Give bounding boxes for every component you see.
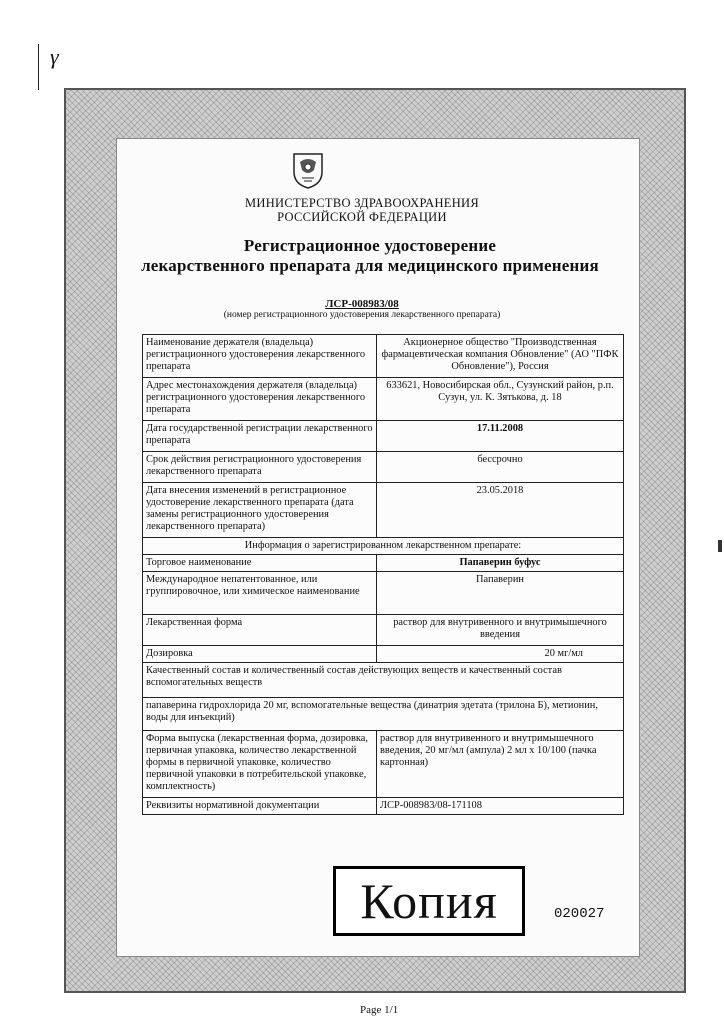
inn-label: Международное непатентованное, или группировочное, или химическое наименование [143, 572, 377, 615]
table-row [143, 731, 624, 798]
dosage-form-label: Лекарственная форма [143, 615, 377, 646]
address-label: Адрес местонахождения держателя (владельца) регистрационного удостоверения лекарственного препарата [143, 378, 377, 421]
table-row [143, 555, 624, 572]
certificate-title-line2: лекарственного препарата для медицинского применения [141, 256, 599, 275]
table-row [143, 538, 624, 555]
table-row [143, 698, 624, 731]
table-row [143, 572, 624, 615]
address-value: 633621, Новосибирская обл., Сузунский район, р.п. Сузун, ул. К. Зятькова, д. 18 [377, 378, 624, 421]
table-row [143, 615, 624, 646]
table-row [143, 798, 624, 815]
product-info-header: Информация о зарегистрированном лекарственном препарате: [143, 538, 624, 555]
serial-number: 020027 [554, 906, 605, 922]
table-row [143, 378, 624, 421]
normative-doc-label: Реквизиты нормативной документации [143, 798, 377, 815]
ministry-name-line2: РОССИЙСКОЙ ФЕДЕРАЦИИ [277, 210, 447, 224]
handwritten-mark: γ [50, 44, 59, 69]
table-row [143, 335, 624, 378]
coat-of-arms-icon [290, 150, 326, 190]
table-row [143, 421, 624, 452]
copy-stamp [333, 866, 525, 936]
certificate-table [142, 334, 624, 815]
release-form-label: Форма выпуска (лекарственная форма, дозировка, первичная упаковка, количество лекарственной формы в первичной упаковке, количество первичной упаковки в потребительской упаковке, комплектность) [143, 731, 377, 798]
ministry-name-line1: МИНИСТЕРСТВО ЗДРАВООХРАНЕНИЯ [244, 196, 480, 210]
changes-date-value: 23.05.2018 [377, 483, 624, 538]
validity-value: бессрочно [377, 452, 624, 483]
dosage-form-value: раствор для внутривенного и внутримышечного введения [377, 615, 624, 646]
scan-artifact [718, 540, 722, 552]
holder-value: Акционерное общество "Производственная фармацевтическая компания Обновление" (АО "ПФК Обновление"), Россия [377, 335, 624, 378]
composition-value: папаверина гидрохлорида 20 мг, вспомогательные вещества (динатрия эдетата (трилона Б), метионин, воды для инъекций) [143, 698, 624, 731]
registration-number: ЛСР-008983/08 [325, 298, 399, 310]
table-row [143, 663, 624, 698]
changes-date-label: Дата внесения изменений в регистрационное удостоверение лекарственного препарата (дата замены регистрационного удостоверения лекарственного препарата) [143, 483, 377, 538]
copy-stamp-text: Копия [360, 873, 498, 929]
page-number: Page 1/1 [360, 1004, 399, 1016]
registration-date-label: Дата государственной регистрации лекарственного препарата [143, 421, 377, 452]
validity-label: Срок действия регистрационного удостоверения лекарственного препарата [143, 452, 377, 483]
margin-rule [38, 44, 39, 90]
registration-date-value: 17.11.2008 [377, 421, 624, 452]
release-form-value: раствор для внутривенного и внутримышечного введения, 20 мг/мл (ампула) 2 мл x 10/100 (пачка картонная) [377, 731, 624, 798]
dosage-label: Дозировка [143, 646, 377, 663]
table-row [143, 646, 624, 663]
holder-label: Наименование держателя (владельца) регистрационного удостоверения лекарственного препарата [143, 335, 377, 378]
table-row [143, 452, 624, 483]
inn-value: Папаверин [377, 572, 624, 615]
table-row [143, 483, 624, 538]
composition-header: Качественный состав и количественный состав действующих веществ и качественный состав вспомогательных веществ [143, 663, 624, 698]
registration-number-note: (номер регистрационного удостоверения лекарственного препарата) [223, 310, 501, 320]
trade-name-value: Папаверин буфус [377, 555, 624, 572]
trade-name-label: Торговое наименование [143, 555, 377, 572]
certificate-title-line1: Регистрационное удостоверение [243, 236, 497, 255]
normative-doc-value: ЛСР-008983/08-171108 [377, 798, 624, 815]
dosage-value: 20 мг/мл [377, 646, 624, 663]
